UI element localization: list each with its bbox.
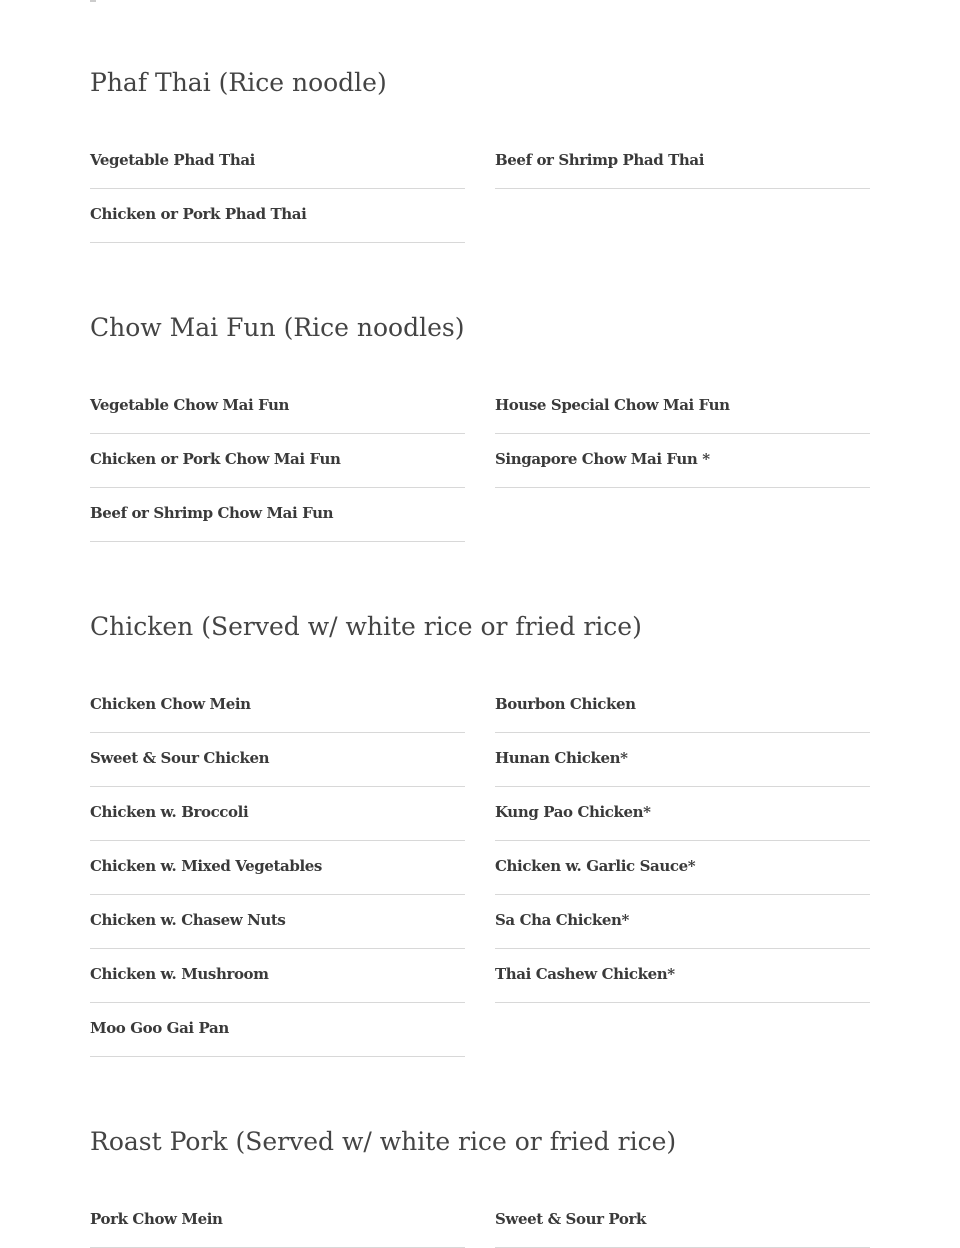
menu-item[interactable]	[495, 787, 870, 841]
menu-item-name: Chicken w. Garlic Sauce*	[495, 857, 696, 875]
menu-column-right	[495, 135, 870, 189]
menu-column-left	[90, 679, 465, 1057]
menu-item-name: House Special Chow Mai Fun	[495, 396, 730, 414]
menu-item[interactable]	[90, 434, 465, 488]
menu-item[interactable]	[495, 949, 870, 1003]
menu-item-name: Chicken w. Mixed Vegetables	[90, 857, 322, 875]
menu-item[interactable]	[90, 1194, 465, 1248]
menu-column-right	[495, 679, 870, 1003]
menu-item[interactable]	[495, 733, 870, 787]
menu-item-name: Moo Goo Gai Pan	[90, 1019, 229, 1037]
menu-item[interactable]	[90, 787, 465, 841]
menu-item-name: Thai Cashew Chicken*	[495, 965, 675, 983]
menu-item[interactable]	[90, 488, 465, 542]
menu-item[interactable]	[90, 733, 465, 787]
menu-item-name: Kung Pao Chicken*	[495, 803, 651, 821]
section-title-chow-mai-fun: Chow Mai Fun (Rice noodles)	[90, 313, 465, 342]
menu-item-name: Chicken Chow Mein	[90, 695, 251, 713]
menu-item-name: Hunan Chicken*	[495, 749, 628, 767]
menu-item[interactable]	[495, 135, 870, 189]
menu-item-name: Beef or Shrimp Chow Mai Fun	[90, 504, 334, 522]
menu-item[interactable]	[495, 434, 870, 488]
menu-item-name: Beef or Shrimp Phad Thai	[495, 151, 704, 169]
menu-item[interactable]	[90, 1003, 465, 1057]
menu-item-name: Pork Chow Mein	[90, 1210, 223, 1228]
menu-item[interactable]	[495, 895, 870, 949]
menu-item-name: Chicken or Pork Chow Mai Fun	[90, 450, 341, 468]
menu-item[interactable]	[90, 679, 465, 733]
menu-item-name: Bourbon Chicken	[495, 695, 636, 713]
menu-item[interactable]	[90, 135, 465, 189]
section-title-chicken: Chicken (Served w/ white rice or fried rice)	[90, 612, 642, 641]
menu-column-right	[495, 380, 870, 488]
section-title-roast-pork: Roast Pork (Served w/ white rice or fried rice)	[90, 1127, 677, 1156]
menu-item[interactable]	[90, 949, 465, 1003]
menu-column-left	[90, 1194, 465, 1248]
menu-item-name: Chicken w. Chasew Nuts	[90, 911, 286, 929]
menu-item[interactable]	[495, 380, 870, 434]
menu-item[interactable]	[90, 380, 465, 434]
menu-item-name: Vegetable Chow Mai Fun	[90, 396, 290, 414]
menu-item[interactable]	[90, 895, 465, 949]
menu-item[interactable]	[90, 189, 465, 243]
menu-column-left	[90, 380, 465, 542]
menu-item-name: Vegetable Phad Thai	[90, 151, 255, 169]
menu-item[interactable]	[495, 841, 870, 895]
menu-item-name: Sweet & Sour Pork	[495, 1210, 646, 1228]
menu-item[interactable]	[495, 1194, 870, 1248]
previous-section-edge	[90, 0, 96, 2]
menu-item-name: Singapore Chow Mai Fun *	[495, 450, 710, 468]
menu-item-name: Chicken or Pork Phad Thai	[90, 205, 307, 223]
menu-item-name: Sweet & Sour Chicken	[90, 749, 270, 767]
menu-column-right	[495, 1194, 870, 1248]
menu-item[interactable]	[495, 679, 870, 733]
menu-item-name: Chicken w. Mushroom	[90, 965, 269, 983]
section-title-phad-thai: Phaf Thai (Rice noodle)	[90, 68, 387, 97]
menu-item-name: Sa Cha Chicken*	[495, 911, 629, 929]
menu-item[interactable]	[90, 841, 465, 895]
menu-column-left	[90, 135, 465, 243]
menu-item-name: Chicken w. Broccoli	[90, 803, 249, 821]
